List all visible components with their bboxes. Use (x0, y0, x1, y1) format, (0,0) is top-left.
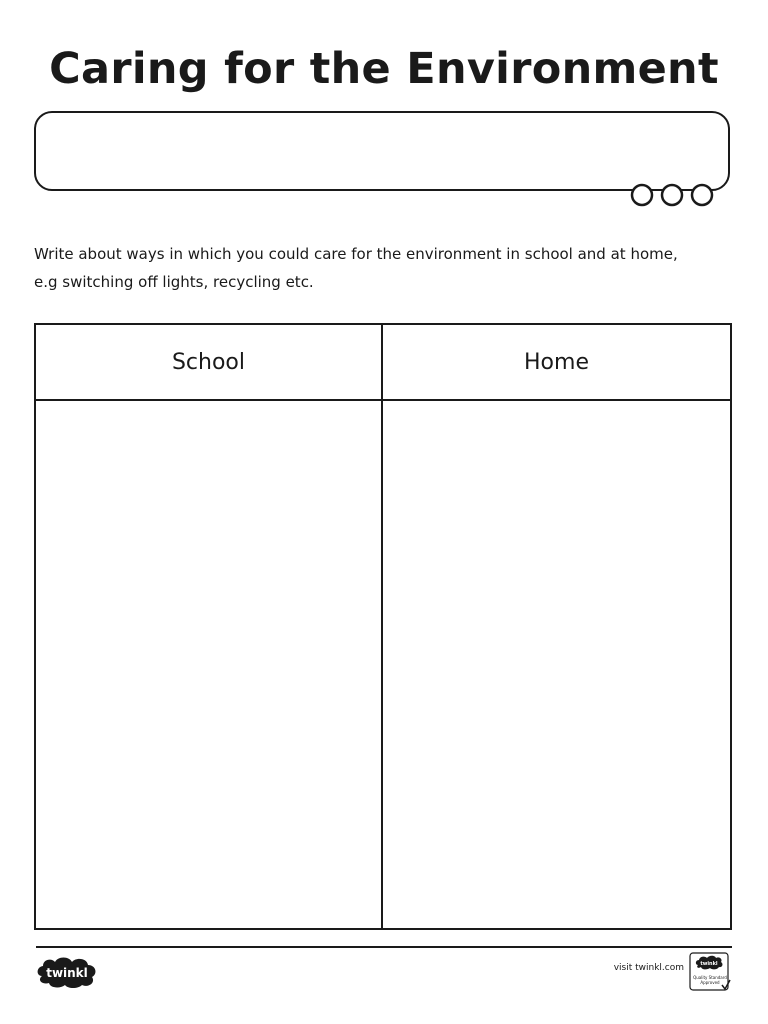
name-box[interactable] (34, 111, 730, 191)
footer-divider (36, 946, 732, 948)
school-answer-area[interactable] (36, 401, 383, 928)
instructions-line-2: e.g switching off lights, recycling etc. (34, 273, 314, 291)
school-home-table (34, 323, 732, 930)
home-answer-area[interactable] (383, 401, 730, 928)
worksheet-title: Caring for the Environment (49, 44, 719, 94)
twinkl-logo-text: twinkl (46, 966, 88, 980)
column-header-school: School (36, 325, 383, 401)
decorative-dots-icon (628, 181, 718, 209)
badge-caption-line-2: Approved (700, 980, 720, 985)
quality-badge-icon (689, 952, 731, 992)
badge-brand-text: twinkl (700, 961, 718, 967)
visit-link[interactable]: visit twinkl.com (613, 963, 684, 973)
twinkl-logo (34, 954, 100, 990)
badge-caption (691, 975, 729, 985)
badge-caption-line-1: Quality Standard (693, 975, 727, 980)
instructions-line-1: Write about ways in which you could care for the environment in school and at home, (34, 245, 678, 263)
column-header-home: Home (383, 325, 730, 401)
instructions (34, 240, 734, 296)
